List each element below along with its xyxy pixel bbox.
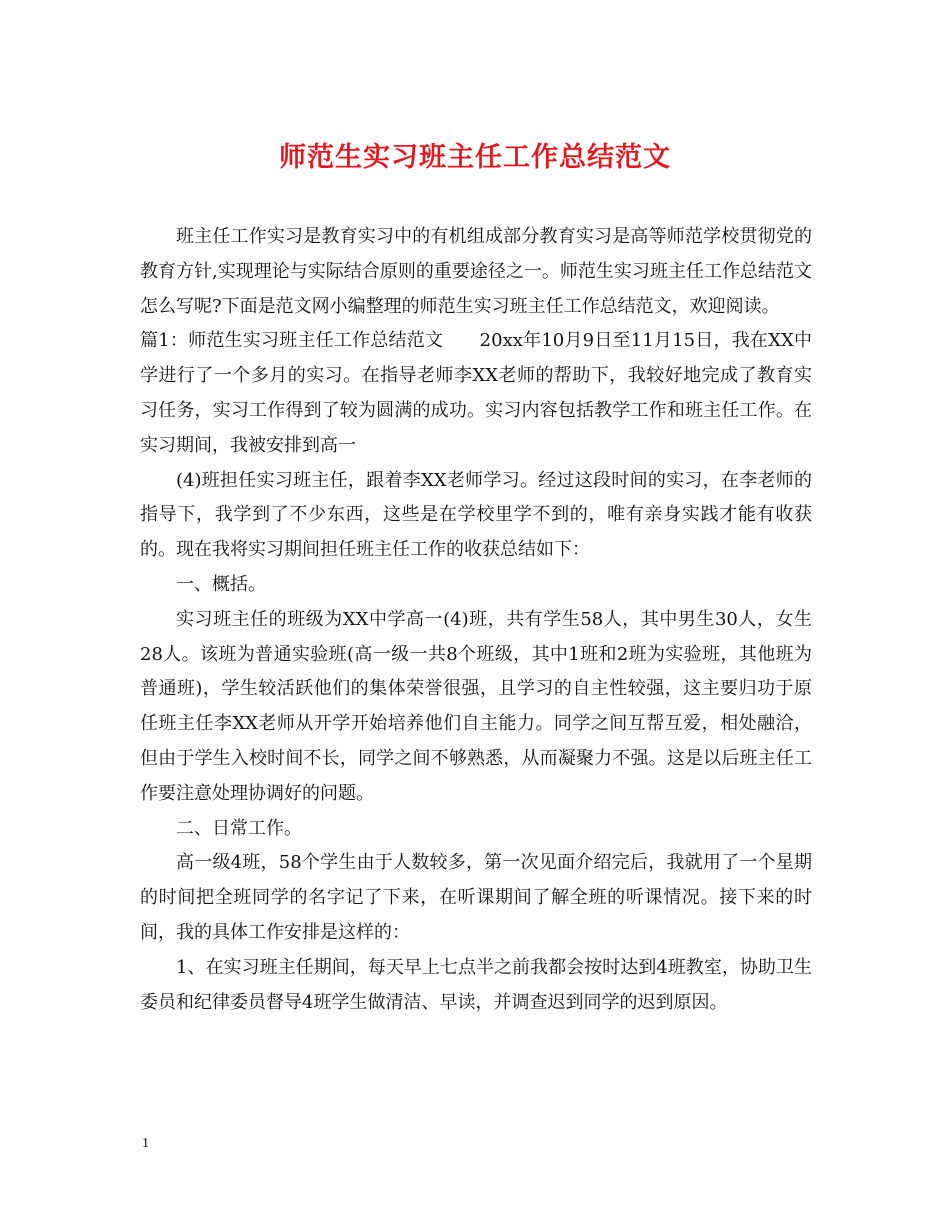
section-heading-daily-work: 二、日常工作。 bbox=[176, 817, 302, 839]
document-title: 师范生实习班主任工作总结范文 bbox=[279, 142, 671, 173]
document-body bbox=[140, 220, 812, 1020]
intro-paragraph: 班主任工作实习是教育实习中的有机组成部分教育实习是高等师范学校贯彻党的教育方针,实现理论与实际结合原则的重要途径之一。师范生实习班主任工作总结范文怎么写呢?下面是范文网小编整理的师范生实习班主任工作总结范文，欢迎阅读。 bbox=[140, 226, 812, 317]
section-heading-overview: 一、概括。 bbox=[176, 573, 266, 595]
daily-work-paragraph: 高一级4班，58个学生由于人数较多，第一次见面介绍完后，我就用了一个星期的时间把全班同学的名字记了下来，在听课期间了解全班的听课情况。接下来的时间，我的具体工作安排是这样的： bbox=[140, 852, 812, 943]
page-number: 1 bbox=[142, 1136, 149, 1151]
daily-work-item-1: 1、在实习班主任期间，每天早上七点半之前我都会按时达到4班教室，协助卫生委员和纪律委员督导4班学生做清洁、早读，并调查迟到同学的迟到原因。 bbox=[140, 956, 812, 1013]
overview-paragraph: 实习班主任的班级为XX中学高一(4)班，共有学生58人，其中男生30人，女生28人。该班为普通实验班(高一级一共8个班级，其中1班和2班为实验班，其他班为普通班)，学生较活跃他们的集体荣誉很强，且学习的自主性较强，这主要归功于原任班主任李XX老师从开学开始培养他们自主能力。同学之间互帮互爱，相处融洽，但由于学生入校时间不长，同学之间不够熟悉，从而凝聚力不强。这是以后班主任工作要注意处理协调好的问题。 bbox=[140, 608, 812, 804]
class-assignment-paragraph: (4)班担任实习班主任，跟着李XX老师学习。经过这段时间的实习，在李老师的指导下，我学到了不少东西，这些是在学校里学不到的，唯有亲身实践才能有收获的。现在我将实习期间担任班主任工作的收获总结如下： bbox=[140, 469, 812, 561]
article-1-paragraph: 篇1：师范生实习班主任工作总结范文 20xx年10月9日至11月15日，我在XX中学进行了一个多月的实习。在指导老师李XX老师的帮助下，我较好地完成了教育实习任务，实习工作得到了较为圆满的成功。实习内容包括教学工作和班主任工作。在实习期间，我被安排到高一 bbox=[140, 330, 812, 456]
